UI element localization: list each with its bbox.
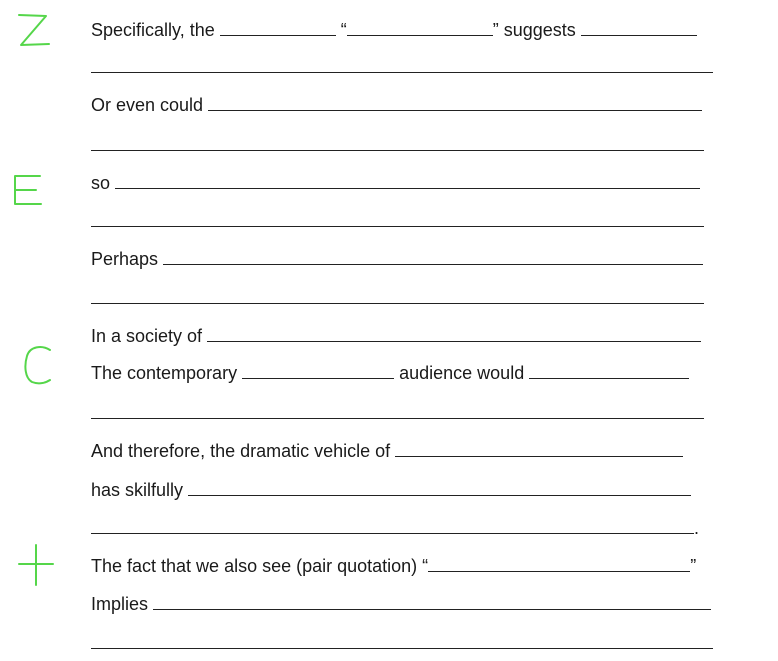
prompt-line-society: In a society of bbox=[91, 324, 701, 347]
blank-field[interactable] bbox=[207, 324, 701, 342]
prompt-line-full-stop: . bbox=[91, 516, 699, 539]
blank-line[interactable] bbox=[91, 303, 704, 304]
blank-line[interactable] bbox=[91, 226, 704, 227]
blank-line[interactable] bbox=[91, 418, 704, 419]
blank-line[interactable] bbox=[91, 648, 713, 649]
prompt-line-skilfully: has skilfully bbox=[91, 478, 691, 501]
prompt-line-dramatic-vehicle: And therefore, the dramatic vehicle of bbox=[91, 439, 683, 462]
prompt-line-or-even-could: Or even could bbox=[91, 93, 702, 116]
prompt-line-so: so bbox=[91, 171, 700, 194]
blank-field[interactable] bbox=[91, 516, 694, 534]
letter-e-icon bbox=[12, 172, 44, 208]
blank-line[interactable] bbox=[91, 72, 713, 73]
prompt-line-specifically: Specifically, the “ ” suggests bbox=[91, 18, 697, 41]
prompt-line-contemporary: The contemporary audience would bbox=[91, 361, 689, 384]
prompt-line-perhaps: Perhaps bbox=[91, 247, 703, 270]
blank-field[interactable] bbox=[188, 478, 691, 496]
blank-field[interactable] bbox=[242, 361, 394, 379]
blank-field[interactable] bbox=[347, 18, 493, 36]
prompt-line-pair-quotation: The fact that we also see (pair quotation) “ ” bbox=[91, 556, 697, 576]
prompt-line-implies: Implies bbox=[91, 592, 711, 615]
blank-field[interactable] bbox=[428, 554, 690, 572]
blank-field[interactable] bbox=[115, 171, 700, 189]
letter-z-icon bbox=[16, 12, 52, 48]
blank-field[interactable] bbox=[163, 247, 703, 265]
letter-c-icon bbox=[22, 344, 54, 386]
blank-field[interactable] bbox=[529, 361, 689, 379]
blank-field[interactable] bbox=[220, 18, 336, 36]
blank-field[interactable] bbox=[581, 18, 697, 36]
blank-field[interactable] bbox=[208, 93, 702, 111]
blank-field[interactable] bbox=[395, 439, 683, 457]
blank-field[interactable] bbox=[153, 592, 711, 610]
letter-plus-icon bbox=[16, 542, 56, 588]
blank-line[interactable] bbox=[91, 150, 704, 151]
